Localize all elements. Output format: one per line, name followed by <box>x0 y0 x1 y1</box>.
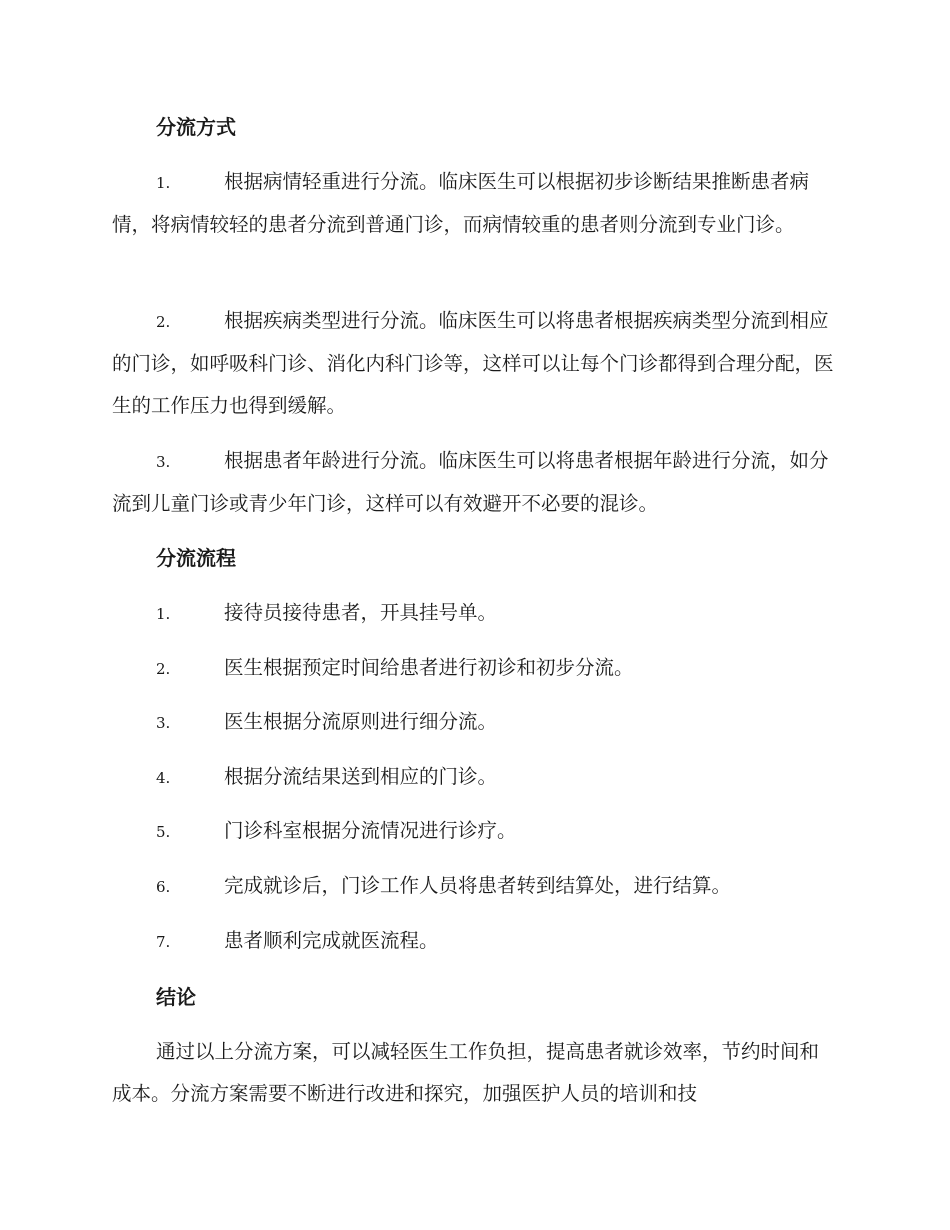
list-item-number: 2. <box>156 660 171 678</box>
list-item-text: 医生根据分流原则进行细分流。 <box>224 710 498 733</box>
list-item-number: 1. <box>156 174 171 192</box>
list-item <box>112 810 834 853</box>
list-item <box>112 920 834 963</box>
list-item-text: 接待员接待患者，开具挂号单。 <box>224 601 498 624</box>
list-item-number: 1. <box>156 605 171 623</box>
list-item-text: 根据疾病类型进行分流。临床医生可以将患者根据疾病类型分流到相应的门诊，如呼吸科门诊、消化内科门诊等，这样可以让每个门诊都得到合理分配，医生的工作压力也得到缓解。 <box>112 309 834 417</box>
list-item <box>112 161 834 246</box>
list-item-number: 3. <box>156 453 171 471</box>
section-heading-triage-methods: 分流方式 <box>156 115 236 139</box>
list-item <box>112 756 834 799</box>
section-heading-triage-process: 分流流程 <box>156 546 236 570</box>
list-item-text: 根据病情轻重进行分流。临床医生可以根据初步诊断结果推断患者病情，将病情较轻的患者分流到普通门诊，而病情较重的患者则分流到专业门诊。 <box>112 170 810 236</box>
list-item-text: 完成就诊后，门诊工作人员将患者转到结算处，进行结算。 <box>224 874 732 897</box>
list-item <box>112 865 834 908</box>
list-item-text: 根据分流结果送到相应的门诊。 <box>224 765 498 788</box>
list-item <box>112 440 834 525</box>
list-item-text: 医生根据预定时间给患者进行初诊和初步分流。 <box>224 656 634 679</box>
section-heading-conclusion: 结论 <box>156 985 196 1009</box>
list-item-number: 7. <box>156 933 171 951</box>
list-item-number: 5. <box>156 823 171 841</box>
list-item <box>112 647 834 690</box>
list-item-number: 3. <box>156 714 171 732</box>
list-item <box>112 701 834 744</box>
list-item-text: 根据患者年龄进行分流。临床医生可以将患者根据年龄进行分流，如分流到儿童门诊或青少年门诊，这样可以有效避开不必要的混诊。 <box>112 449 829 515</box>
list-item-text: 门诊科室根据分流情况进行诊疗。 <box>224 819 517 842</box>
list-item <box>112 300 834 427</box>
list-item-number: 2. <box>156 313 171 331</box>
conclusion-paragraph: 通过以上分流方案，可以减轻医生工作负担，提高患者就诊效率，节约时间和成本。分流方案需要不断进行改进和探究，加强医护人员的培训和技 <box>112 1040 820 1105</box>
list-item-number: 6. <box>156 878 171 896</box>
list-item-number: 4. <box>156 769 171 787</box>
list-item-text: 患者顺利完成就医流程。 <box>224 929 439 952</box>
list-item <box>112 592 834 635</box>
